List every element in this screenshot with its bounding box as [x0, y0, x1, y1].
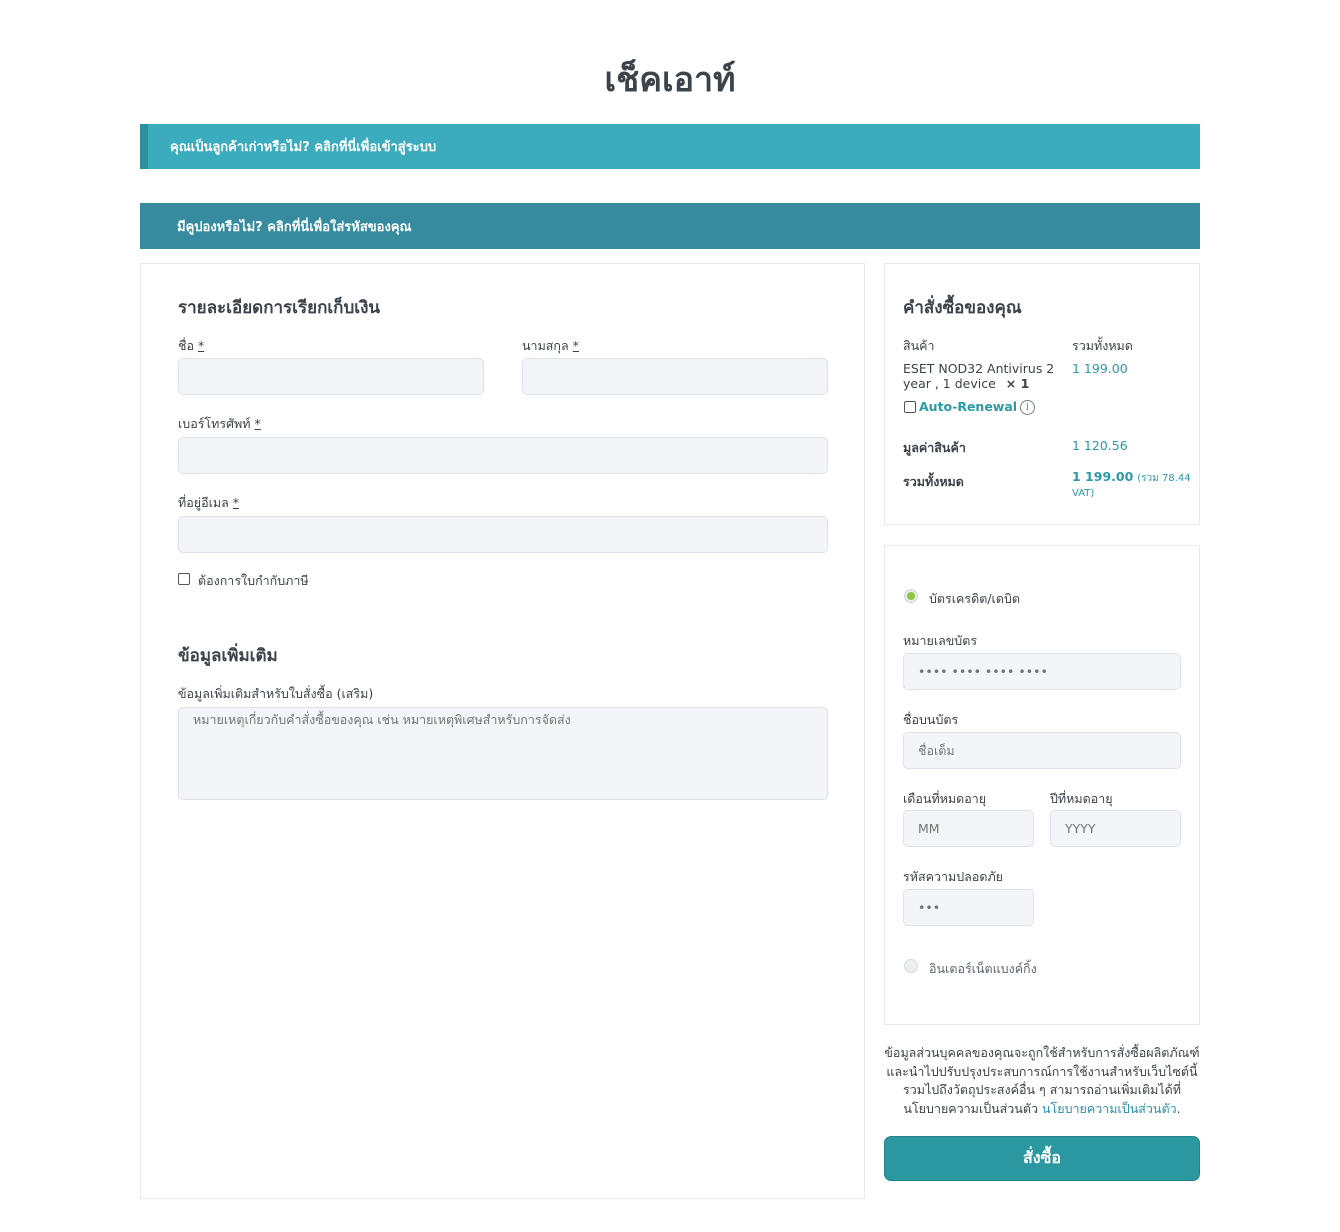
- privacy-line-4: นโยบายความเป็นส่วนตัว นโยบายความเป็นส่วนตัว.: [903, 1100, 1181, 1116]
- order-item-quantity: × 1: [1005, 376, 1030, 391]
- expiry-month-field[interactable]: [903, 810, 1034, 847]
- total-value-block: [1072, 470, 1191, 500]
- phone-label: [178, 414, 261, 434]
- vat-note-suffix: VAT): [1072, 488, 1095, 499]
- total-value: 1 199.00: [1072, 469, 1134, 484]
- card-number-field[interactable]: [903, 653, 1181, 690]
- last-name-label-text: นามสกุล: [522, 338, 569, 353]
- page-title: เช็คเอาท์: [604, 60, 736, 100]
- phone-field[interactable]: [178, 437, 828, 474]
- privacy-line-4-text: นโยบายความเป็นส่วนตัว: [903, 1100, 1039, 1116]
- order-item-name: [903, 361, 1054, 391]
- returning-customer-notice-text[interactable]: คุณเป็นลูกค้าเก่าหรือไม่? คลิกที่นี่เพื่อเข้าสู่ระบบ: [170, 140, 437, 155]
- order-notes-label: ข้อมูลเพิ่มเติมสำหรับใบสั่งซื้อ (เสริม): [178, 686, 374, 701]
- order-item-name-line1: ESET NOD32 Antivirus 2: [903, 361, 1055, 376]
- phone-label-text: เบอร์โทรศัพท์: [178, 416, 251, 431]
- tax-invoice-label[interactable]: ต้องการใบกำกับภาษี: [198, 573, 309, 588]
- internet-banking-label[interactable]: อินเตอร์เน็ตแบงค์กิ้ง: [929, 961, 1037, 976]
- billing-title: รายละเอียดการเรียกเก็บเงิน: [178, 298, 380, 318]
- additional-info-title: ข้อมูลเพิ่มเติม: [178, 646, 278, 666]
- card-name-field[interactable]: [903, 732, 1181, 769]
- coupon-notice[interactable]: [140, 203, 1200, 249]
- required-mark: *: [254, 416, 261, 431]
- first-name-label: [178, 336, 204, 356]
- order-summary-title: คำสั่งซื้อของคุณ: [903, 298, 1022, 318]
- billing-panel: [140, 263, 865, 1199]
- card-payment-label[interactable]: บัตรเครดิต/เดบิต: [929, 591, 1021, 606]
- subtotal-label: มูลค่าสินค้า: [903, 440, 966, 455]
- expiry-year-label: ปีที่หมดอายุ: [1050, 791, 1113, 806]
- required-mark: *: [198, 338, 205, 353]
- auto-renewal-checkbox[interactable]: [904, 401, 916, 413]
- subtotal-value: 1 120.56: [1072, 438, 1128, 453]
- place-order-button[interactable]: สั่งซื้อ: [884, 1136, 1200, 1181]
- last-name-field[interactable]: [522, 358, 828, 395]
- expiry-month-label: เดือนที่หมดอายุ: [903, 791, 987, 806]
- vat-note: (รวม 78.44: [1137, 473, 1191, 484]
- required-mark: *: [572, 338, 579, 353]
- order-summary-panel: [884, 263, 1200, 525]
- total-label: รวมทั้งหมด: [903, 474, 964, 489]
- info-icon[interactable]: i: [1020, 400, 1035, 415]
- required-mark: *: [232, 495, 240, 510]
- auto-renewal-label[interactable]: Auto-Renewal: [919, 399, 1018, 414]
- column-header-total: รวมทั้งหมด: [1072, 338, 1133, 353]
- expiry-year-field[interactable]: [1050, 810, 1181, 847]
- last-name-label: [522, 336, 579, 356]
- first-name-field[interactable]: [178, 358, 484, 395]
- first-name-label-text: ชื่อ: [178, 338, 194, 353]
- tax-invoice-checkbox[interactable]: [178, 573, 190, 585]
- column-header-product: สินค้า: [903, 338, 935, 353]
- order-item-variant: year , 1 device: [903, 376, 996, 391]
- email-label: [178, 493, 239, 513]
- order-item-name-line2: [903, 376, 1054, 391]
- email-label-text: ที่อยู่อีเมล: [178, 495, 229, 510]
- privacy-line-2: และนำไปปรับปรุงประสบการณ์การใช้งานสำหรับเว็บไซต์นี้: [886, 1063, 1198, 1079]
- payment-panel: [884, 545, 1200, 1025]
- privacy-notice: [884, 1044, 1200, 1118]
- cvv-label: รหัสความปลอดภัย: [903, 869, 1004, 884]
- order-notes-field[interactable]: [178, 707, 828, 800]
- privacy-policy-link[interactable]: นโยบายความเป็นส่วนตัว: [1042, 1100, 1177, 1116]
- card-number-label: หมายเลขบัตร: [903, 633, 978, 648]
- card-payment-radio[interactable]: [904, 589, 918, 603]
- card-name-label: ชื่อบนบัตร: [903, 712, 959, 727]
- internet-banking-radio[interactable]: [904, 959, 918, 973]
- returning-customer-notice[interactable]: [140, 124, 1200, 169]
- privacy-line-1: ข้อมูลส่วนบุคคลของคุณจะถูกใช้สำหรับการสั่งซื้อผลิตภัณฑ์: [884, 1045, 1200, 1060]
- cvv-field[interactable]: [903, 889, 1034, 926]
- privacy-line-3: รวมไปถึงวัตถุประสงค์อื่น ๆ สามารถอ่านเพิ่มเติมได้ที่: [902, 1082, 1182, 1097]
- coupon-notice-text[interactable]: มีคูปองหรือไม่? คลิกที่นี่เพื่อใส่รหัสของคุณ: [177, 219, 412, 235]
- order-item-price: 1 199.00: [1072, 361, 1128, 376]
- email-field[interactable]: [178, 516, 828, 553]
